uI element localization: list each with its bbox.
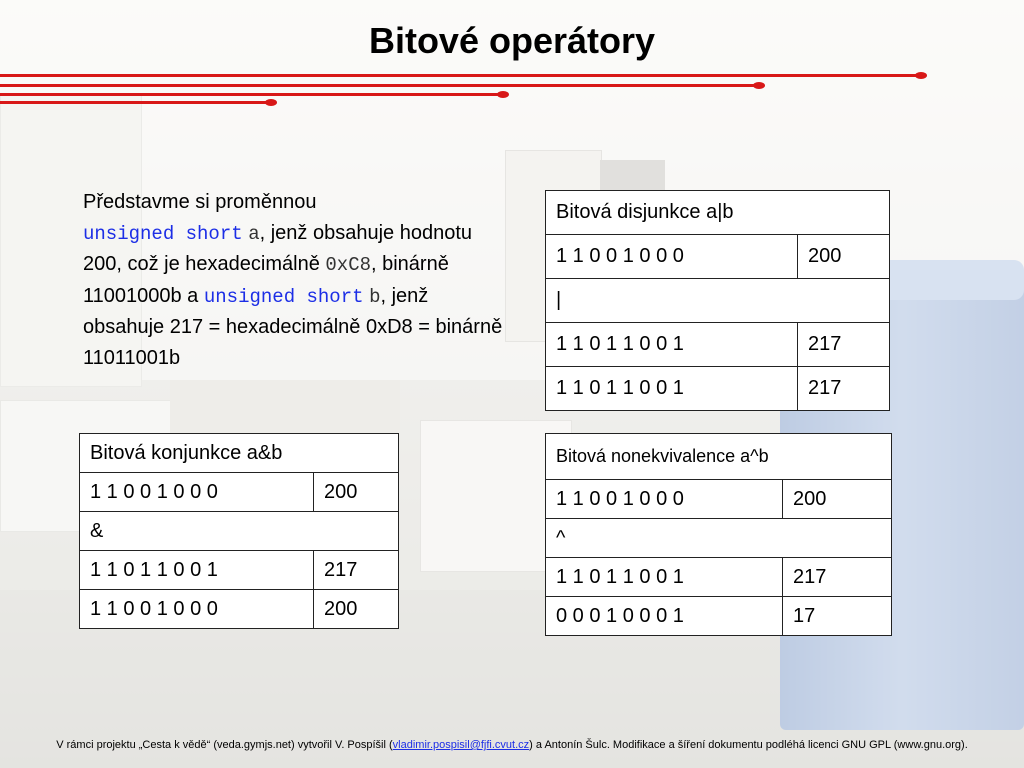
code-type-b: unsigned short: [203, 285, 364, 308]
code-type-a: unsigned short: [83, 222, 243, 245]
value-cell: 217: [783, 558, 892, 597]
intro-paragraph: Představme si proměnnou unsigned short a, jenž obsahuje hodnotu 200, což je hexadecimálně 0xC8, binárně 11001000b a unsigned short b, jenž obsahuje 217 = hexadecimálně 0xD8 = binárně 11011001b: [83, 191, 503, 369]
table-row: [546, 597, 892, 636]
operator-cell: &: [80, 512, 399, 551]
value-cell: 217: [798, 323, 890, 367]
result-value-cell: 200: [314, 590, 399, 629]
value-cell: 217: [314, 551, 399, 590]
table-row: [80, 590, 399, 629]
code-var-a: a: [248, 222, 260, 245]
operator-cell: |: [546, 279, 890, 323]
table-disjunkce: [545, 190, 890, 411]
value-cell: 200: [783, 480, 892, 519]
operator-cell: ^: [546, 519, 892, 558]
value-cell: 200: [798, 235, 890, 279]
result-bits-cell: 0 0 0 1 0 0 0 1: [546, 597, 783, 636]
table-row: [546, 558, 892, 597]
table-row: [80, 473, 399, 512]
value-cell: 200: [314, 473, 399, 512]
table-row: [546, 323, 890, 367]
table-row: [546, 279, 890, 323]
table-header: Bitová nonekvivalence a^b: [546, 434, 892, 480]
table-header: Bitová disjunkce a|b: [546, 191, 890, 235]
table-konjunkce: [79, 433, 399, 629]
bits-cell: 1 1 0 1 1 0 0 1: [546, 558, 783, 597]
table-header-row: [546, 434, 892, 480]
result-bits-cell: 1 1 0 0 1 0 0 0: [80, 590, 314, 629]
table-row: [546, 519, 892, 558]
table-row: [80, 512, 399, 551]
bits-cell: 1 1 0 1 1 0 0 1: [80, 551, 314, 590]
author-email-link[interactable]: vladimir.pospisil@fjfi.cvut.cz: [392, 739, 530, 751]
table-row: [546, 235, 890, 279]
table-header: Bitová konjunkce a&b: [80, 434, 399, 473]
slide-title: Bitové operátory: [368, 20, 656, 61]
bits-cell: 1 1 0 0 1 0 0 0: [546, 480, 783, 519]
bits-cell: 1 1 0 0 1 0 0 0: [546, 235, 798, 279]
code-var-b: b: [369, 285, 381, 308]
result-bits-cell: 1 1 0 1 1 0 0 1: [546, 367, 798, 411]
result-value-cell: 17: [783, 597, 892, 636]
result-value-cell: 217: [798, 367, 890, 411]
footer-credits: V rámci projektu „Cesta k vědě“ (veda.gymjs.net) vytvořil V. Pospíšil (vladimir.pospisil@fjfi.cvut.cz) a Antonín Šulc. Modifikace a šíření dokumentu podléhá licenci GNU GPL (www.gnu.org).: [56, 739, 968, 751]
table-header-row: [80, 434, 399, 473]
bits-cell: 1 1 0 1 1 0 0 1: [546, 323, 798, 367]
table-row: [80, 551, 399, 590]
table-nonekvivalence: [545, 433, 892, 636]
bits-cell: 1 1 0 0 1 0 0 0: [80, 473, 314, 512]
code-hex: 0xC8: [325, 254, 371, 276]
table-row: [546, 480, 892, 519]
table-header-row: [546, 191, 890, 235]
table-row: [546, 367, 890, 411]
